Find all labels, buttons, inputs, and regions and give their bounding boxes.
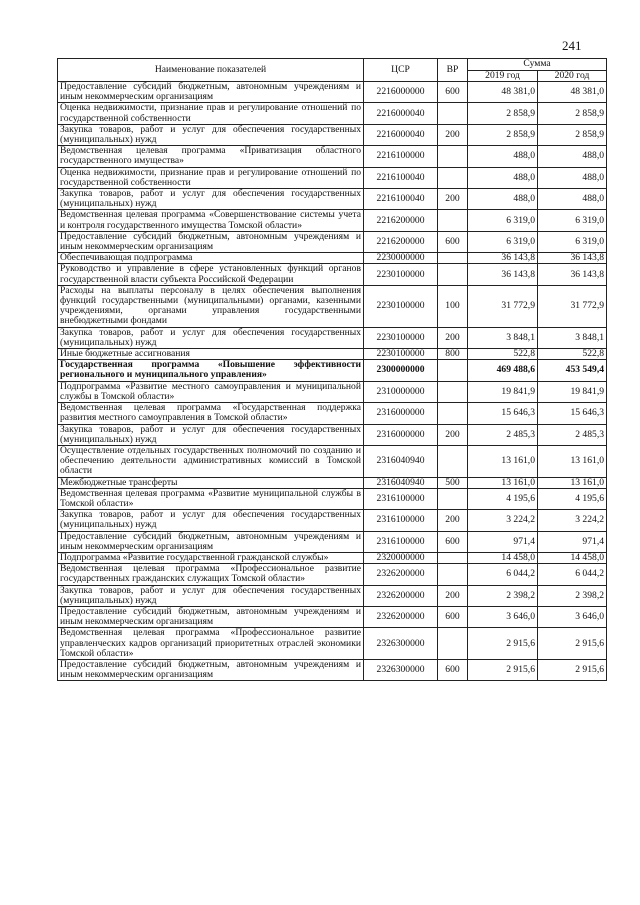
table-row	[58, 477, 607, 488]
row-name: Закупка товаров, работ и услуг для обеспечения государственных (муниципальных) нужд	[58, 124, 364, 145]
row-name: Предоставление субсидий бюджетным, автономным учреждениям и иным некоммерческим организациям	[58, 606, 364, 627]
row-vr: 600	[438, 531, 468, 552]
row-vr	[438, 488, 468, 509]
row-csr: 2230100000	[364, 285, 438, 327]
row-value-2020: 488,0	[538, 189, 607, 210]
row-vr	[438, 146, 468, 167]
row-name: Ведомственная целевая программа «Профессиональное развитие управленческих кадров организаций приоритетных отраслей экономики Томской области»	[58, 628, 364, 660]
row-value-2020: 2 915,6	[538, 628, 607, 660]
row-vr	[438, 360, 468, 381]
row-value-2019: 13 161,0	[468, 445, 538, 477]
row-csr: 2316040940	[364, 445, 438, 477]
row-value-2019: 14 458,0	[468, 552, 538, 563]
row-name: Ведомственная целевая программа «Государственная поддержка развития местного самоуправления в Томской области»	[58, 403, 364, 424]
row-csr: 2310000000	[364, 381, 438, 402]
table-row	[58, 552, 607, 563]
row-value-2019: 19 841,9	[468, 381, 538, 402]
row-vr	[438, 403, 468, 424]
row-value-2020: 3 224,2	[538, 510, 607, 531]
row-vr	[438, 445, 468, 477]
table-header	[58, 59, 607, 82]
table-row	[58, 189, 607, 210]
row-value-2020: 2 858,9	[538, 103, 607, 124]
row-value-2020: 15 646,3	[538, 403, 607, 424]
table-row	[58, 82, 607, 103]
row-csr: 2316100000	[364, 531, 438, 552]
header-sum: Сумма	[468, 59, 607, 71]
row-value-2020: 488,0	[538, 167, 607, 188]
table-row	[58, 659, 607, 680]
row-value-2020: 4 195,6	[538, 488, 607, 509]
row-csr: 2230000000	[364, 253, 438, 264]
row-value-2019: 31 772,9	[468, 285, 538, 327]
row-value-2020: 6 319,0	[538, 231, 607, 252]
table-row	[58, 585, 607, 606]
row-name: Предоставление субсидий бюджетным, автономным учреждениям и иным некоммерческим организациям	[58, 231, 364, 252]
row-csr: 2216000000	[364, 82, 438, 103]
row-value-2019: 2 398,2	[468, 585, 538, 606]
row-vr: 200	[438, 510, 468, 531]
row-value-2020: 3 646,0	[538, 606, 607, 627]
row-vr	[438, 381, 468, 402]
row-name: Оценка недвижимости, признание прав и регулирование отношений по государственной собственности	[58, 167, 364, 188]
row-vr	[438, 552, 468, 563]
row-name: Ведомственная целевая программа «Развитие муниципальной службы в Томской области»	[58, 488, 364, 509]
row-name: Иные бюджетные ассигнования	[58, 349, 364, 360]
header-year-2019: 2019 год	[468, 70, 538, 82]
row-value-2019: 971,4	[468, 531, 538, 552]
row-value-2020: 488,0	[538, 146, 607, 167]
header-name: Наименование показателей	[58, 59, 364, 82]
row-value-2019: 36 143,8	[468, 264, 538, 285]
row-csr: 2230100000	[364, 264, 438, 285]
row-value-2019: 2 915,6	[468, 628, 538, 660]
row-value-2020: 2 398,2	[538, 585, 607, 606]
row-csr: 2230100000	[364, 327, 438, 348]
row-csr: 2300000000	[364, 360, 438, 381]
row-value-2020: 13 161,0	[538, 445, 607, 477]
row-value-2020: 13 161,0	[538, 477, 607, 488]
row-value-2020: 2 915,6	[538, 659, 607, 680]
table-row	[58, 349, 607, 360]
row-name: Закупка товаров, работ и услуг для обеспечения государственных (муниципальных) нужд	[58, 189, 364, 210]
row-csr: 2216000040	[364, 124, 438, 145]
row-name: Ведомственная целевая программа «Совершенствование системы учета и контроля государственного имущества Томской области»	[58, 210, 364, 231]
row-name: Расходы на выплаты персоналу в целях обеспечения выполнения функций государственными (муниципальными) органами, казенными учреждениями, органами управления государственными внебюджетными фондами	[58, 285, 364, 327]
table-row	[58, 327, 607, 348]
row-csr: 2316000000	[364, 403, 438, 424]
row-value-2019: 6 319,0	[468, 231, 538, 252]
row-value-2019: 6 319,0	[468, 210, 538, 231]
table-row	[58, 210, 607, 231]
row-vr: 200	[438, 327, 468, 348]
row-name: Ведомственная целевая программа «Приватизация областного государственного имущества»	[58, 146, 364, 167]
row-value-2019: 4 195,6	[468, 488, 538, 509]
row-value-2019: 3 848,1	[468, 327, 538, 348]
row-value-2020: 36 143,8	[538, 264, 607, 285]
row-name: Государственная программа «Повышение эффективности регионального и муниципального управления»	[58, 360, 364, 381]
table-row	[58, 403, 607, 424]
table-row	[58, 360, 607, 381]
row-value-2020: 2 485,3	[538, 424, 607, 445]
row-value-2019: 488,0	[468, 167, 538, 188]
row-name: Ведомственная целевая программа «Профессиональное развитие государственных гражданских служащих Томской области»	[58, 564, 364, 585]
page-number: 241	[562, 38, 582, 53]
row-vr	[438, 103, 468, 124]
table-row	[58, 628, 607, 660]
row-value-2019: 6 044,2	[468, 564, 538, 585]
row-value-2019: 522,8	[468, 349, 538, 360]
row-value-2020: 36 143,8	[538, 253, 607, 264]
row-csr: 2316100000	[364, 488, 438, 509]
row-csr: 2216200000	[364, 231, 438, 252]
table-body	[58, 82, 607, 681]
row-vr: 600	[438, 606, 468, 627]
table-row	[58, 253, 607, 264]
row-csr: 2216100040	[364, 189, 438, 210]
row-value-2019: 488,0	[468, 146, 538, 167]
table-row	[58, 285, 607, 327]
table-row	[58, 424, 607, 445]
row-value-2019: 469 488,6	[468, 360, 538, 381]
row-value-2020: 2 858,9	[538, 124, 607, 145]
row-name: Подпрограмма «Развитие государственной гражданской службы»	[58, 552, 364, 563]
row-value-2019: 36 143,8	[468, 253, 538, 264]
row-name: Подпрограмма «Развитие местного самоуправления и муниципальной службы в Томской области»	[58, 381, 364, 402]
table-row	[58, 231, 607, 252]
row-value-2019: 2 485,3	[468, 424, 538, 445]
row-vr: 200	[438, 124, 468, 145]
row-vr: 600	[438, 82, 468, 103]
row-name: Закупка товаров, работ и услуг для обеспечения государственных (муниципальных) нужд	[58, 510, 364, 531]
row-value-2019: 2 858,9	[468, 124, 538, 145]
row-csr: 2316040940	[364, 477, 438, 488]
row-name: Предоставление субсидий бюджетным, автономным учреждениям и иным некоммерческим организациям	[58, 82, 364, 103]
table-row	[58, 167, 607, 188]
table-row	[58, 531, 607, 552]
row-vr: 100	[438, 285, 468, 327]
row-vr: 200	[438, 189, 468, 210]
table-row	[58, 146, 607, 167]
row-csr: 2216000040	[364, 103, 438, 124]
row-vr: 800	[438, 349, 468, 360]
row-value-2020: 19 841,9	[538, 381, 607, 402]
row-vr	[438, 564, 468, 585]
row-vr	[438, 253, 468, 264]
row-csr: 2326300000	[364, 628, 438, 660]
row-csr: 2316000000	[364, 424, 438, 445]
row-name: Закупка товаров, работ и услуг для обеспечения государственных (муниципальных) нужд	[58, 327, 364, 348]
row-name: Обеспечивающая подпрограмма	[58, 253, 364, 264]
table-row	[58, 381, 607, 402]
row-vr: 200	[438, 424, 468, 445]
row-csr: 2216200000	[364, 210, 438, 231]
table-row	[58, 445, 607, 477]
row-value-2019: 488,0	[468, 189, 538, 210]
row-vr	[438, 264, 468, 285]
row-vr	[438, 210, 468, 231]
row-value-2019: 2 915,6	[468, 659, 538, 680]
row-value-2020: 522,8	[538, 349, 607, 360]
budget-table	[57, 58, 607, 681]
row-value-2019: 15 646,3	[468, 403, 538, 424]
row-vr	[438, 167, 468, 188]
row-vr: 600	[438, 659, 468, 680]
row-value-2020: 6 044,2	[538, 564, 607, 585]
row-csr: 2326200000	[364, 585, 438, 606]
row-value-2019: 2 858,9	[468, 103, 538, 124]
row-csr: 2326300000	[364, 659, 438, 680]
row-name: Осуществление отдельных государственных полномочий по созданию и обеспечению деятельности административных комиссий в Томской области	[58, 445, 364, 477]
row-vr: 500	[438, 477, 468, 488]
row-value-2019: 13 161,0	[468, 477, 538, 488]
row-vr	[438, 628, 468, 660]
row-value-2020: 14 458,0	[538, 552, 607, 563]
table-row	[58, 103, 607, 124]
row-value-2020: 48 381,0	[538, 82, 607, 103]
header-year-2020: 2020 год	[538, 70, 607, 82]
row-name: Закупка товаров, работ и услуг для обеспечения государственных (муниципальных) нужд	[58, 585, 364, 606]
table-row	[58, 510, 607, 531]
table-row	[58, 124, 607, 145]
row-csr: 2216100000	[364, 146, 438, 167]
row-csr: 2326200000	[364, 606, 438, 627]
header-vr: ВР	[438, 59, 468, 82]
row-value-2019: 3 224,2	[468, 510, 538, 531]
header-csr: ЦСР	[364, 59, 438, 82]
row-vr: 600	[438, 231, 468, 252]
row-vr: 200	[438, 585, 468, 606]
row-value-2019: 3 646,0	[468, 606, 538, 627]
row-value-2020: 453 549,4	[538, 360, 607, 381]
row-value-2020: 971,4	[538, 531, 607, 552]
row-csr: 2316100000	[364, 510, 438, 531]
row-csr: 2320000000	[364, 552, 438, 563]
row-csr: 2230100000	[364, 349, 438, 360]
row-name: Закупка товаров, работ и услуг для обеспечения государственных (муниципальных) нужд	[58, 424, 364, 445]
table-row	[58, 488, 607, 509]
row-value-2019: 48 381,0	[468, 82, 538, 103]
table-row	[58, 564, 607, 585]
row-value-2020: 31 772,9	[538, 285, 607, 327]
row-name: Предоставление субсидий бюджетным, автономным учреждениям и иным некоммерческим организациям	[58, 531, 364, 552]
row-name: Межбюджетные трансферты	[58, 477, 364, 488]
row-value-2020: 6 319,0	[538, 210, 607, 231]
row-csr: 2216100040	[364, 167, 438, 188]
table-row	[58, 264, 607, 285]
row-value-2020: 3 848,1	[538, 327, 607, 348]
table-row	[58, 606, 607, 627]
row-name: Руководство и управление в сфере установленных функций органов государственной власти субъекта Российской Федерации	[58, 264, 364, 285]
row-name: Предоставление субсидий бюджетным, автономным учреждениям и иным некоммерческим организациям	[58, 659, 364, 680]
row-name: Оценка недвижимости, признание прав и регулирование отношений по государственной собственности	[58, 103, 364, 124]
row-csr: 2326200000	[364, 564, 438, 585]
